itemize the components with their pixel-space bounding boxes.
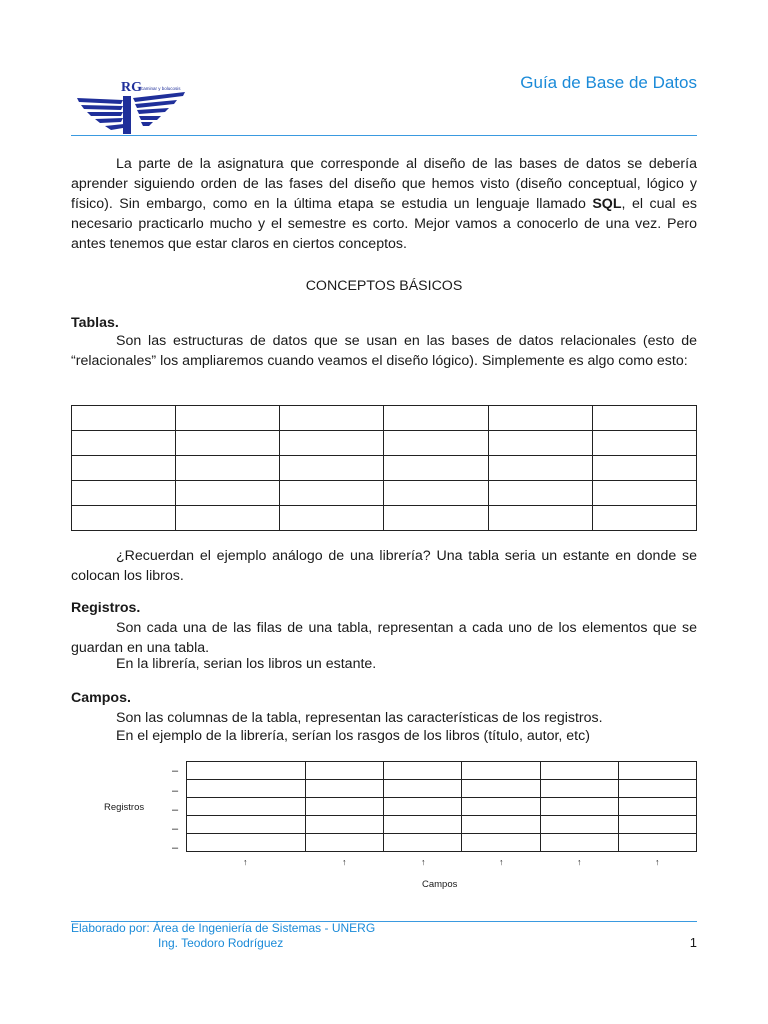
page-number: 1 xyxy=(689,935,697,950)
sql-keyword: SQL xyxy=(592,196,622,212)
registros-paragraph: Son cada una de las filas de una tabla, representan a cada uno de los elementos que se guardan en una tabla. xyxy=(71,620,697,656)
tablas-heading: Tablas. xyxy=(71,315,119,331)
registros-label: Registros xyxy=(104,802,145,813)
campos-label: Campos xyxy=(422,879,458,890)
section-title: CONCEPTOS BÁSICOS xyxy=(305,278,463,294)
example-table xyxy=(71,405,697,531)
intro-paragraph: La parte de la asignatura que corresponde al diseño de las bases de datos se debería aprender siguiendo orden de las fases del diseño que hemos visto (diseño conceptual, lógico y físico). Sin embargo, como en la última etapa se estudia un lenguaje llamado SQL, el cual es necesario practicarlo mucho y el semestre es corto. Mejor vamos a conocerlo de una vez. Pero antes tenemos que estar claros en ciertos conceptos. xyxy=(71,156,697,252)
col-arrow-5: ↑ xyxy=(577,857,582,867)
footer-line-1: Elaborado por: Área de Ingeniería de Sistemas - UNERG xyxy=(71,921,376,935)
tablas-paragraph: Son las estructuras de datos que se usan en las bases de datos relacionales (esto de “relacionales” los ampliaremos cuando veamos el diseño lógico). Simplemente es algo como esto: xyxy=(71,333,697,369)
header-rule xyxy=(71,135,697,136)
col-arrow-1: ↑ xyxy=(243,857,248,867)
svg-text:caminar y bolucosis: caminar y bolucosis xyxy=(141,86,181,91)
registros-example: En la librería, serian los libros un estante. xyxy=(116,656,377,672)
fields-records-table xyxy=(186,761,697,852)
footer-line-2: Ing. Teodoro Rodríguez xyxy=(158,936,284,950)
col-arrow-3: ↑ xyxy=(421,857,426,867)
row-dash-4: – xyxy=(172,823,179,835)
col-arrow-6: ↑ xyxy=(655,857,660,867)
institution-logo xyxy=(75,78,195,136)
campos-paragraph: Son las columnas de la tabla, representan las características de los registros. xyxy=(116,710,603,726)
col-arrow-2: ↑ xyxy=(342,857,347,867)
svg-text:RG: RG xyxy=(121,80,142,95)
campos-heading: Campos. xyxy=(71,690,131,706)
document-title: Guía de Base de Datos xyxy=(520,73,697,92)
registros-heading: Registros. xyxy=(71,600,141,616)
libreria-paragraph: ¿Recuerdan el ejemplo análogo de una librería? Una tabla seria un estante en donde se colocan los libros. xyxy=(71,548,697,584)
row-dash-2: – xyxy=(172,785,179,797)
row-dash-1: – xyxy=(172,765,179,777)
footer xyxy=(71,921,375,951)
row-dash-3: – xyxy=(172,804,179,816)
col-arrow-4: ↑ xyxy=(499,857,504,867)
row-dash-5: – xyxy=(172,842,179,854)
campos-example: En el ejemplo de la librería, serían los rasgos de los libros (título, autor, etc) xyxy=(116,728,590,744)
